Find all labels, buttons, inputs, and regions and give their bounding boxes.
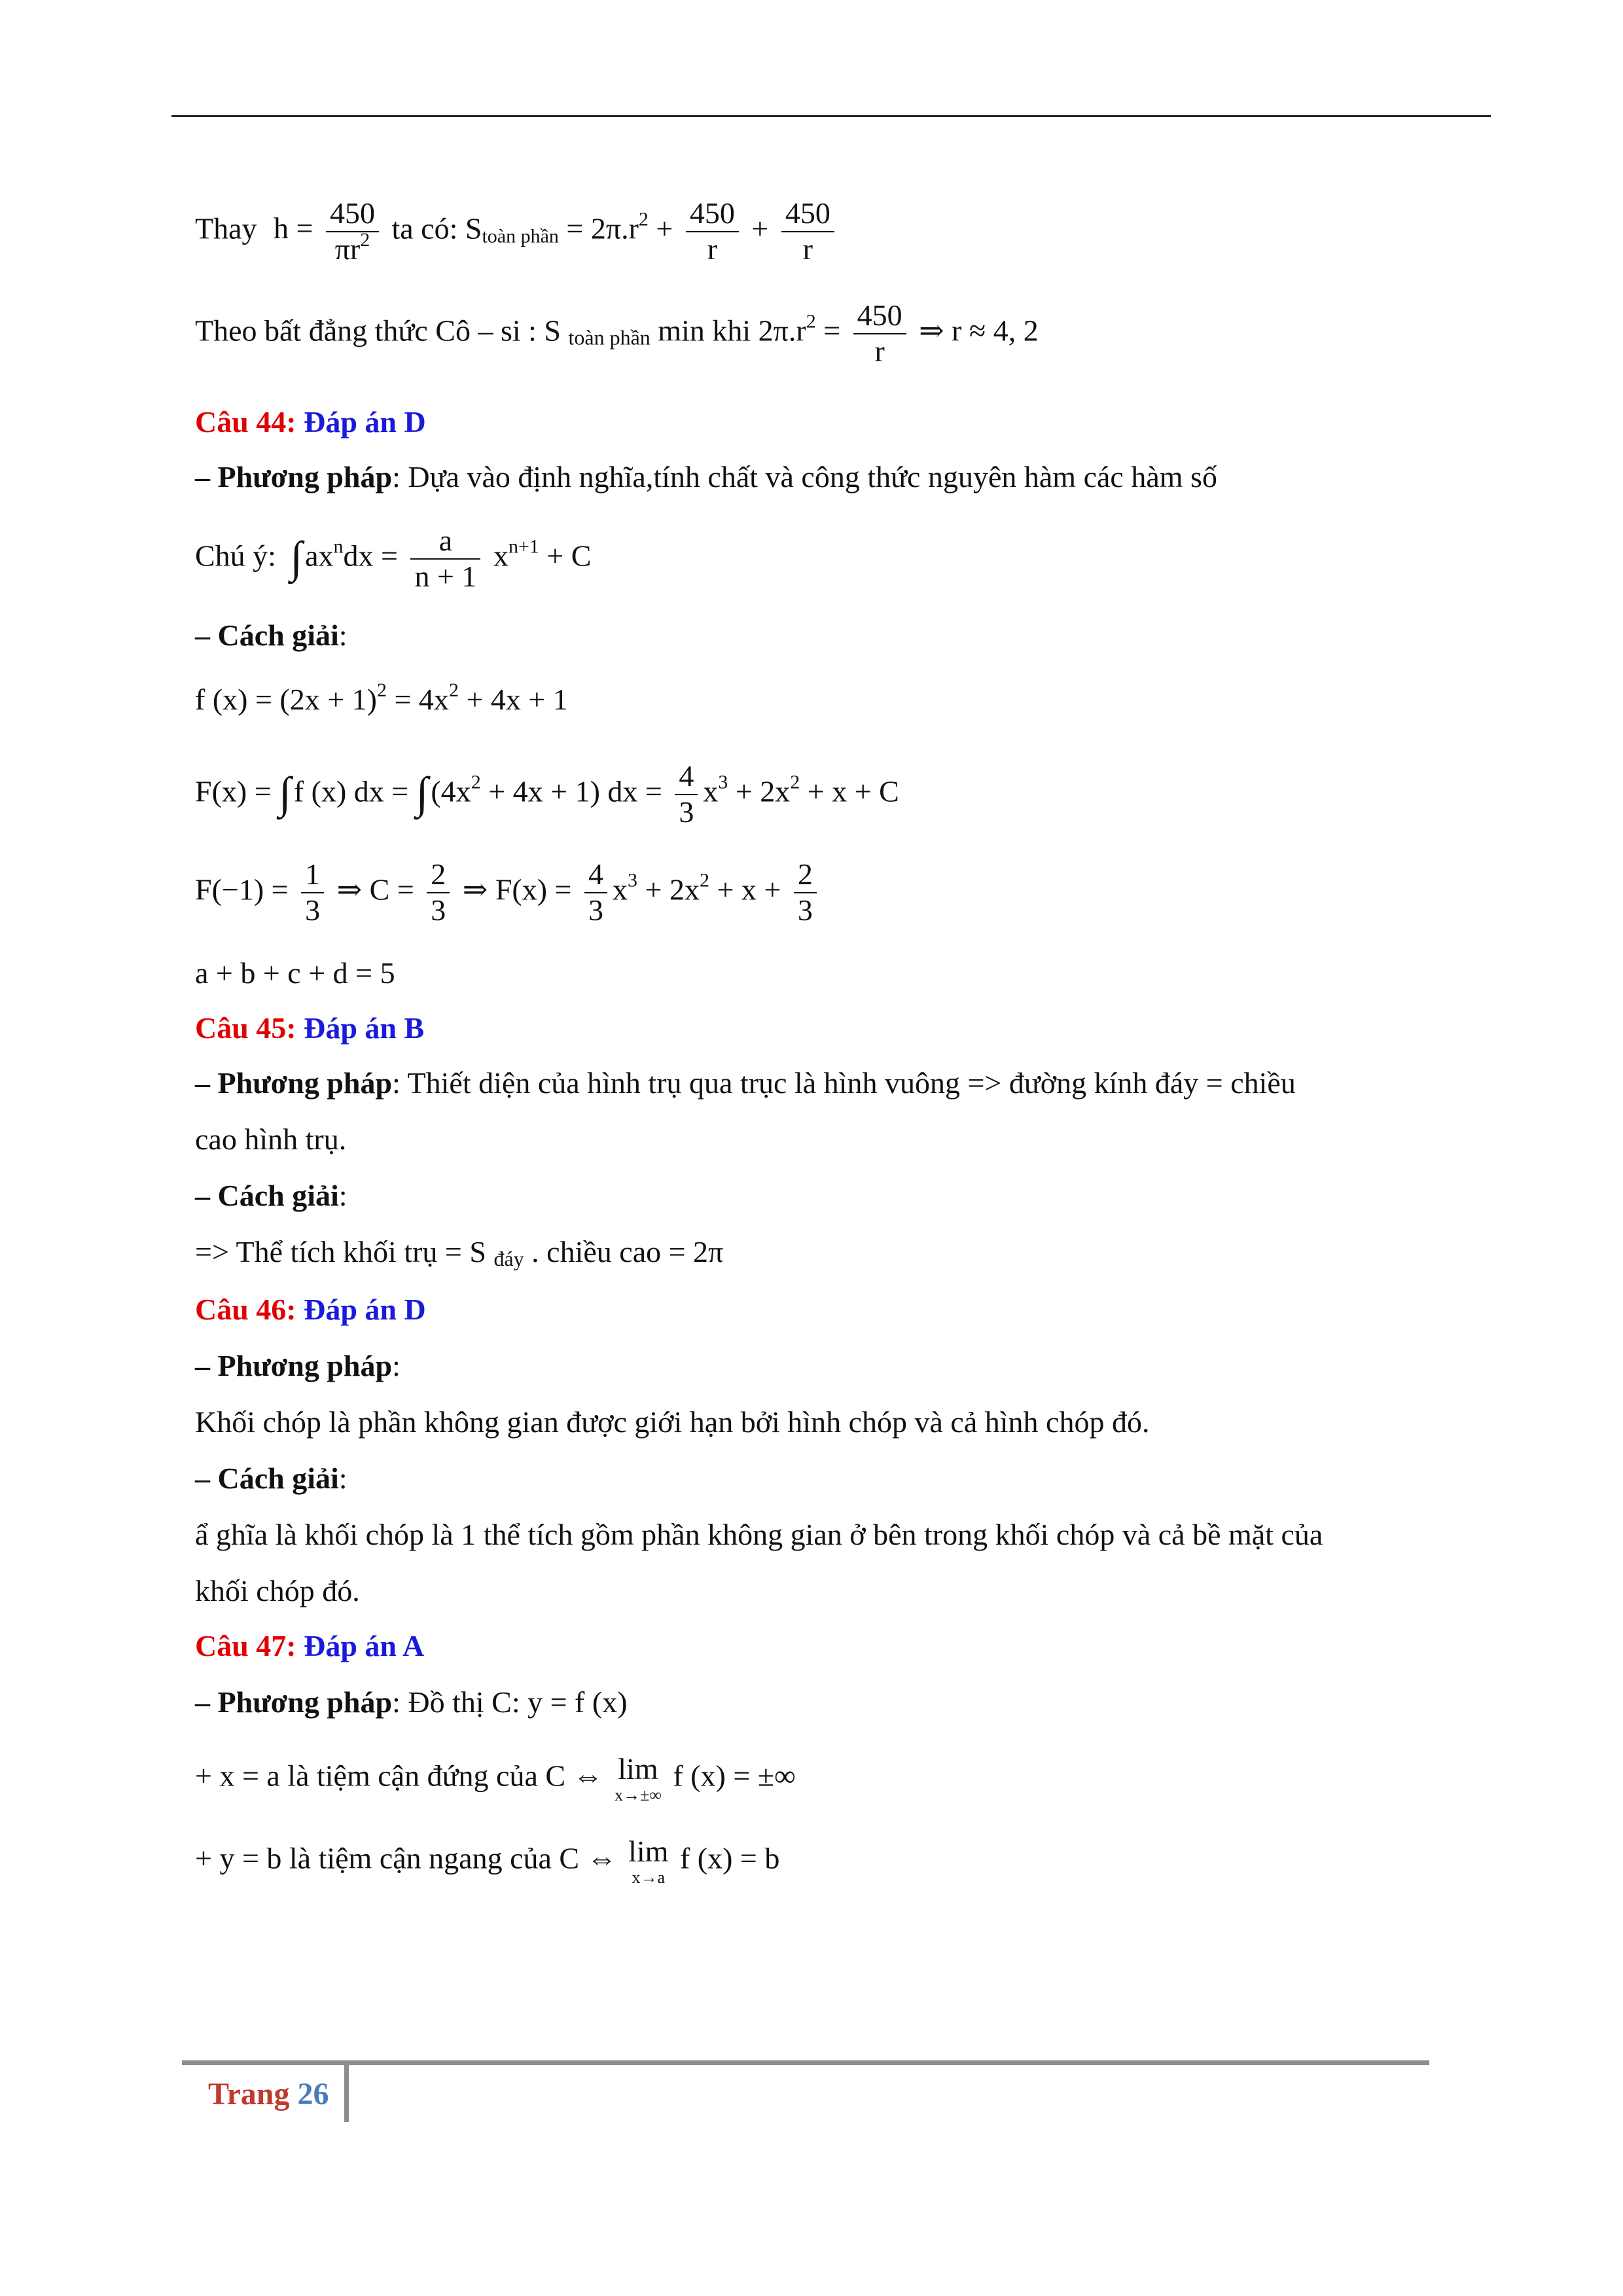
method-44 [195, 461, 1217, 494]
exponent: 2 [471, 771, 481, 793]
method-46 [195, 1350, 401, 1383]
question-44-heading [195, 406, 426, 439]
numerator: 450 [686, 196, 739, 232]
exponent: 2 [806, 310, 816, 332]
integral-sign: ∫ [290, 532, 303, 583]
text: a + b + c + d = 5 [195, 956, 395, 990]
text: + y = b là tiệm cận ngang của C ⇔ [195, 1841, 617, 1875]
text: ⇒ C = [336, 872, 414, 906]
text: => Thể tích khối trụ = S [195, 1235, 486, 1268]
text: : [338, 1179, 348, 1212]
solution-label: – Cách giải [195, 1462, 339, 1495]
denominator: r [707, 232, 718, 266]
denominator: r [874, 334, 885, 368]
line-thay-h [195, 196, 840, 267]
method-text: cao hình trụ. [195, 1122, 347, 1156]
denominator [326, 228, 379, 267]
method-label: – Phương pháp [195, 1685, 393, 1719]
numerator: a [410, 524, 480, 560]
denominator: 3 [797, 893, 813, 927]
answer-label: Đáp án D [304, 1293, 426, 1326]
method-label: – Phương pháp [195, 460, 393, 493]
text: + [751, 211, 769, 245]
header-rule [171, 115, 1491, 117]
text: + 2x [735, 774, 791, 808]
method-text: : Đồ thị C: y = f (x) [392, 1685, 628, 1719]
text: = [823, 314, 841, 348]
footer-divider [344, 2062, 349, 2122]
exponent: 3 [628, 869, 637, 891]
text: f (x) = b [679, 1841, 780, 1875]
text: min khi 2π.r [658, 314, 806, 348]
text: + x + [717, 872, 781, 906]
text: : [338, 619, 348, 652]
formula-sum [195, 957, 395, 990]
text: . chiều cao = 2π [531, 1235, 724, 1268]
denominator: r [802, 232, 813, 266]
question-number: Câu 45: [195, 1011, 296, 1045]
formula-F [195, 759, 899, 830]
fraction-2-3 [427, 857, 450, 928]
exponent: 2 [448, 679, 459, 701]
limit [628, 1837, 668, 1886]
question-number: Câu 44: [195, 405, 296, 439]
numerator: 450 [781, 196, 834, 232]
text: + x = a là tiệm cận đứng của C ⇔ [195, 1759, 603, 1793]
fraction-4-3 [584, 857, 607, 928]
text: h = [274, 211, 313, 245]
denominator: 3 [431, 893, 446, 927]
solution-46-label [195, 1462, 348, 1496]
text: + 2x [645, 872, 700, 906]
text: f (x) = (2x + 1) [195, 683, 377, 716]
fraction-a-n1 [410, 524, 480, 594]
denominator: 3 [588, 893, 603, 927]
solution-45-label [195, 1179, 348, 1213]
subscript: đáy [493, 1247, 524, 1270]
question-46-heading [195, 1293, 426, 1327]
method-label: – Phương pháp [195, 1349, 393, 1382]
exponent: n [333, 535, 344, 558]
text: x [703, 774, 719, 808]
question-47-heading [195, 1630, 424, 1663]
page-number: 26 [297, 2077, 329, 2111]
solution-46-text-cont [195, 1575, 360, 1608]
numerator: 4 [675, 759, 698, 795]
fraction-450-r [686, 196, 739, 267]
text: Theo bất đẳng thức Cô – si : S [195, 314, 561, 348]
numerator: 4 [584, 857, 607, 893]
solution-label: – Cách giải [195, 1179, 339, 1212]
text: Thay [195, 211, 257, 245]
method-45-cont [195, 1123, 346, 1157]
text: x [493, 539, 508, 573]
text: ⇒ F(x) = [462, 872, 572, 906]
method-text: Khối chóp là phần không gian được giới hạn bởi hình chóp và cả hình chóp đó. [195, 1405, 1150, 1439]
text: ⇒ r ≈ 4, 2 [919, 314, 1039, 348]
exponent: 2 [790, 771, 800, 793]
text: ax [305, 539, 334, 573]
method-46-text [195, 1406, 1149, 1439]
fraction-450-r [853, 298, 906, 369]
text: + C [546, 539, 592, 573]
page-label: Trang [208, 2077, 290, 2111]
horizontal-asymptote [195, 1837, 779, 1886]
text: ta có: S [391, 211, 482, 245]
solution-text: ẩ ghĩa là khối chóp là 1 thể tích gồm phần không gian ở bên trong khối chóp và cả bề mặt của [195, 1518, 1323, 1551]
subscript: toàn phần [482, 225, 559, 247]
text: F(−1) = [195, 872, 289, 906]
denominator: n + 1 [414, 559, 477, 593]
limit [615, 1754, 662, 1804]
text: f (x) = ±∞ [673, 1759, 796, 1793]
lim-text: lim [618, 1752, 658, 1785]
answer-label: Đáp án D [304, 405, 426, 439]
note-label: Chú ý: [195, 539, 276, 573]
text: : [392, 1349, 401, 1382]
solution-44-label [195, 619, 348, 653]
exponent: 3 [718, 771, 728, 793]
denominator: 3 [305, 893, 321, 927]
line-co-si [195, 298, 1039, 369]
numerator: 450 [326, 196, 379, 232]
solution-45-text [195, 1236, 723, 1269]
exponent: 2 [638, 208, 649, 230]
text: + 4x + 1) dx = [488, 774, 662, 808]
numerator: 1 [301, 857, 324, 893]
answer-label: Đáp án B [304, 1011, 425, 1045]
text: dx = [343, 539, 398, 573]
solution-label: – Cách giải [195, 619, 339, 652]
exponent: 2 [699, 869, 709, 891]
fraction-450-r-2 [781, 196, 834, 267]
exponent: 2 [376, 679, 387, 701]
question-number: Câu 47: [195, 1629, 296, 1662]
formula-F-minus-1 [195, 857, 822, 928]
text: + [656, 211, 673, 245]
method-label: – Phương pháp [195, 1066, 393, 1100]
text: x [613, 872, 628, 906]
answer-label: Đáp án A [304, 1629, 425, 1662]
exponent: 2 [360, 228, 370, 251]
fraction-h [326, 196, 379, 267]
text: (4x [431, 774, 471, 808]
exponent: n+1 [508, 535, 539, 558]
method-47 [195, 1686, 628, 1719]
subscript: toàn phần [568, 325, 651, 350]
question-number: Câu 46: [195, 1293, 296, 1326]
lim-text: lim [628, 1835, 669, 1868]
note-integral [195, 524, 591, 594]
fraction-1-3 [301, 857, 324, 928]
numerator: 450 [853, 298, 906, 334]
text: + 4x + 1 [466, 683, 568, 716]
fraction-4-3 [675, 759, 698, 830]
method-45 [195, 1067, 1296, 1100]
text: : [338, 1462, 348, 1495]
denominator-text: πr [334, 232, 361, 266]
solution-text: khối chóp đó. [195, 1574, 360, 1607]
integral-sign: ∫ [416, 768, 429, 818]
solution-46-text [195, 1518, 1323, 1552]
text: f (x) dx = [293, 774, 416, 808]
method-text: : Dựa vào định nghĩa,tính chất và công thức nguyên hàm các hàm số [392, 460, 1217, 493]
integral-sign: ∫ [279, 768, 291, 818]
fraction-2-3-b [794, 857, 817, 928]
denominator: 3 [679, 795, 694, 829]
lim-subscript: x→±∞ [615, 1785, 662, 1804]
vertical-asymptote [195, 1754, 796, 1804]
numerator: 2 [794, 857, 817, 893]
footer-rule [182, 2060, 1429, 2065]
text: + x + C [807, 774, 899, 808]
text: = 2π.r [566, 211, 639, 245]
question-45-heading [195, 1012, 424, 1045]
formula-f [195, 679, 568, 717]
lim-subscript: x→a [632, 1868, 666, 1887]
page-footer [208, 2076, 329, 2112]
method-text: : Thiết diện của hình trụ qua trục là hình vuông => đường kính đáy = chiều [392, 1066, 1296, 1100]
text: F(x) = [195, 774, 279, 808]
text: = 4x [394, 683, 449, 716]
numerator: 2 [427, 857, 450, 893]
